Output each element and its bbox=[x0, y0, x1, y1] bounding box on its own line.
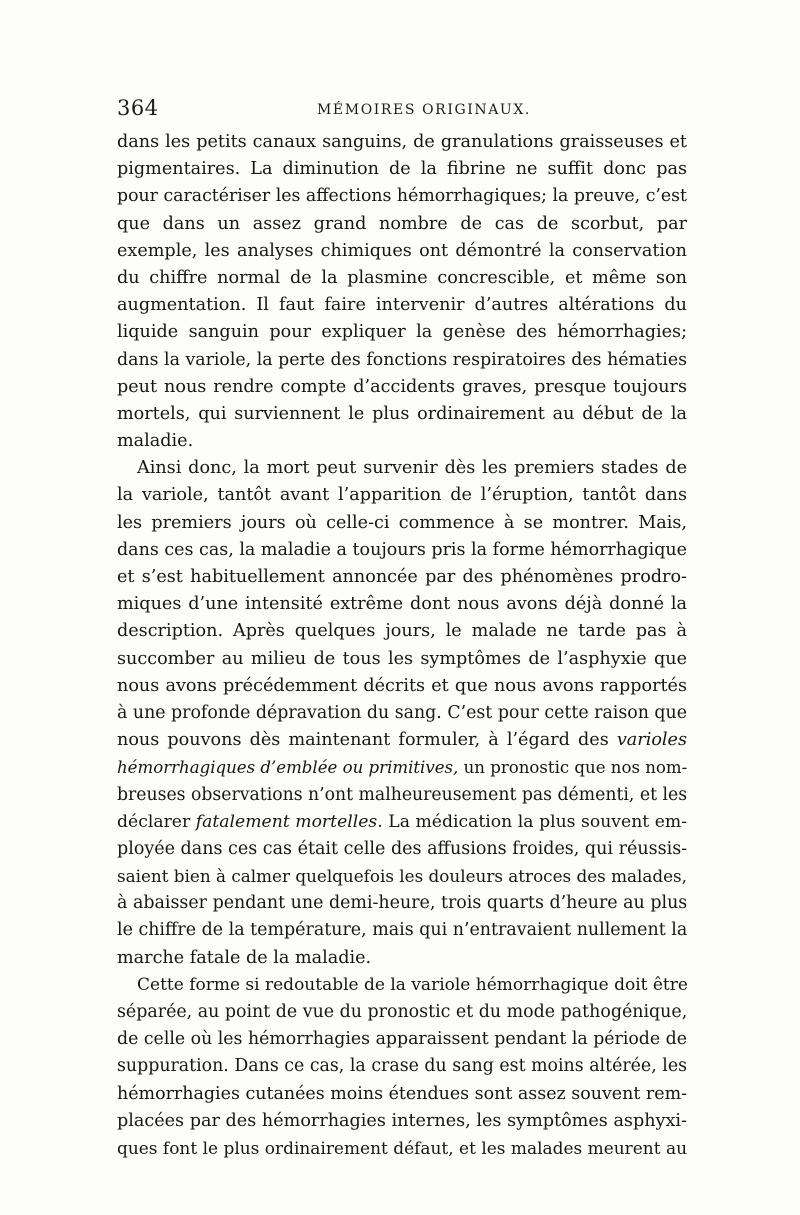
text-line: séparée, au point de vue du pronostic et du mode pathogénique, bbox=[117, 1002, 688, 1022]
text-line: hémorrhagies cutanées moins étendues sont assez souvent rem- bbox=[117, 1083, 687, 1104]
text-line: placées par des hémorrhagies internes, les symptômes asphyxi- bbox=[117, 1110, 687, 1131]
text-line: de celle où les hémorrhagies apparaissent pendant la période de bbox=[117, 1029, 688, 1050]
text-line: miques d’une intensité extrême dont nous avons déjà donné la bbox=[117, 594, 687, 615]
text-segment: déclarer bbox=[117, 811, 191, 832]
text-line: marche fatale de la maladie. bbox=[117, 947, 372, 968]
text-line: exemple, les analyses chimiques ont démontré la conservation bbox=[117, 240, 687, 261]
body-text bbox=[117, 129, 687, 1162]
text-line: pigmentaires. La diminution de la fibrine ne suffit donc pas bbox=[117, 159, 687, 180]
text-line: Ainsi donc, la mort peut survenir dès les premiers stades de bbox=[137, 458, 687, 479]
text-line: succomber au milieu de tous les symptômes de l’asphyxie que bbox=[117, 648, 687, 669]
page-header bbox=[117, 96, 687, 126]
text-line: liquide sanguin pour expliquer la genèse des hémorrhagies; bbox=[117, 322, 687, 343]
text-line: et s’est habituellement annoncée par des phénomènes prodro- bbox=[117, 567, 687, 587]
running-title: MÉMOIRES ORIGINAUX. bbox=[317, 102, 531, 118]
paragraph-1 bbox=[117, 129, 687, 455]
text-segment: un pronostic que nos nom- bbox=[463, 758, 688, 778]
page-number: 364 bbox=[117, 96, 159, 120]
paragraph-2 bbox=[117, 455, 687, 972]
text-line: à une profonde dépravation du sang. C’est pour cette raison que bbox=[117, 702, 687, 723]
text-line: les premiers jours où celle-ci commence à se montrer. Mais, bbox=[117, 512, 687, 533]
text-line: pour caractériser les affections hémorrhagiques; la preuve, c’est bbox=[117, 186, 687, 207]
text-line: augmentation. Il faut faire intervenir d’autres altérations du bbox=[117, 295, 687, 316]
text-line: mortels, qui surviennent le plus ordinairement au début de la bbox=[117, 403, 687, 424]
text-line: à abaisser pendant une demi-heure, trois quarts d’heure au plus bbox=[117, 893, 688, 914]
text-line: dans la variole, la perte des fonctions respiratoires des hématies bbox=[117, 349, 687, 370]
text-line: du chiffre normal de la plasmine concrescible, et même son bbox=[117, 267, 687, 288]
text-segment: nous pouvons dès maintenant formuler, à l’égard des bbox=[117, 730, 609, 751]
text-line: dans ces cas, la maladie a toujours pris la forme hémorrhagique bbox=[117, 539, 687, 560]
paragraph-3 bbox=[117, 972, 687, 1162]
text-line-mixed bbox=[117, 809, 687, 836]
italic-term: hémorrhagiques d’emblée ou primitives, bbox=[117, 758, 459, 778]
text-line: Cette forme si redoutable de la variole hémorrhagique doit être bbox=[137, 974, 688, 995]
text-line: dans les petits canaux sanguins, de granulations graisseuses et bbox=[117, 132, 687, 152]
text-line: peut nous rendre compte d’accidents graves, presque toujours bbox=[117, 376, 687, 397]
text-line: la variole, tantôt avant l’apparition de l’éruption, tantôt dans bbox=[117, 485, 687, 506]
text-line: description. Après quelques jours, le malade ne tarde pas à bbox=[117, 621, 687, 642]
text-line: suppuration. Dans ce cas, la crase du sang est moins altérée, les bbox=[117, 1056, 687, 1077]
text-line: breuses observations n’ont malheureusement pas démenti, et les bbox=[117, 784, 688, 805]
italic-term: varioles bbox=[616, 730, 687, 751]
text-line: que dans un assez grand nombre de cas de scorbut, par bbox=[117, 213, 687, 234]
italic-term: fatalement mortelles. bbox=[195, 811, 383, 832]
text-line: ques font le plus ordinairement défaut, et les malades meurent au bbox=[117, 1137, 687, 1158]
text-line: saient bien à calmer quelquefois les douleurs atroces des malades, bbox=[117, 866, 687, 887]
text-line: maladie. bbox=[117, 431, 194, 452]
text-line: ployée dans ces cas était celle des affusions froides, qui réussis- bbox=[117, 838, 688, 859]
text-line: le chiffre de la température, mais qui n’entravaient nullement la bbox=[117, 920, 688, 941]
text-line-mixed bbox=[117, 727, 687, 754]
text-line-mixed bbox=[117, 754, 687, 781]
text-line: nous avons précédemment décrits et que nous avons rapportés bbox=[117, 675, 687, 696]
text-segment: La médication la plus souvent em- bbox=[388, 811, 688, 832]
